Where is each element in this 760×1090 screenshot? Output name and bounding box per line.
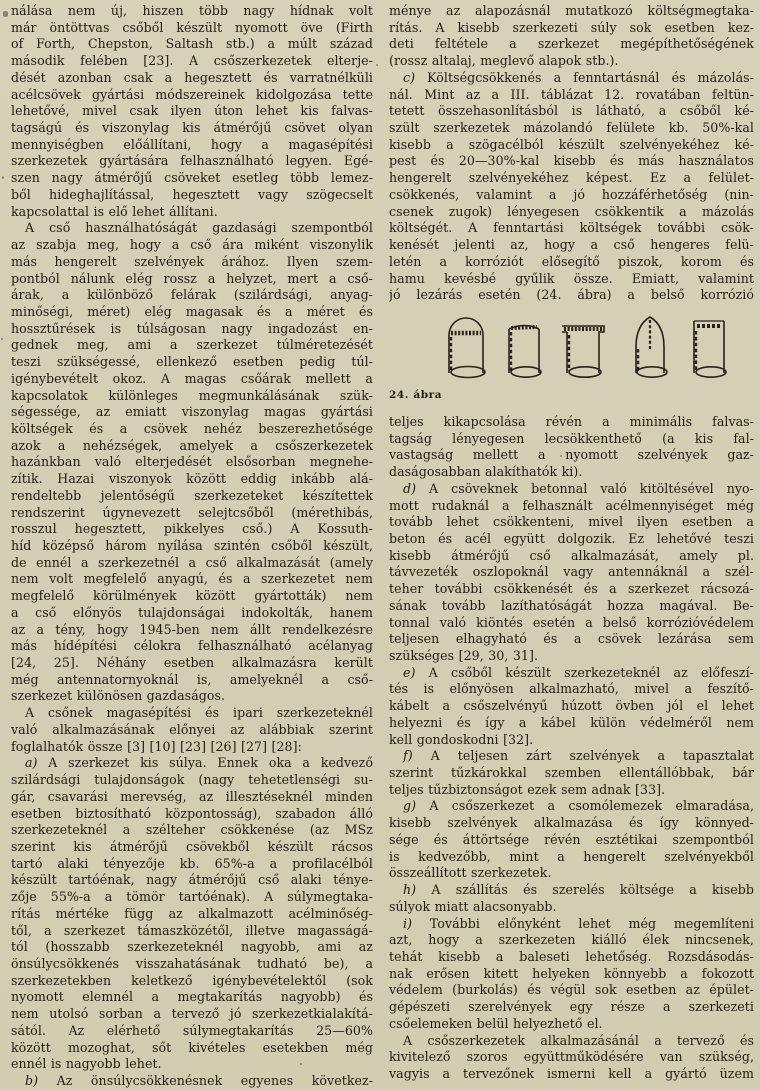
text-line: nem utolsó sorban a tervező jó szerkezetkialakítá- xyxy=(11,1006,373,1022)
text-line: tovább lehet csökkenteni, mivel ilyen esetben a xyxy=(389,514,754,530)
text-line: is kedvezőbb, mint a hengerelt szelvényekből xyxy=(389,848,754,864)
text-line: szen nagy átmérőjű csöveket esetleg több lemez- xyxy=(11,170,373,186)
text-line: más hídépítési célokra felhasználható acélanyag xyxy=(11,638,373,654)
text-line: of Forth, Chepston, Saltash stb.) a múlt század xyxy=(11,36,373,52)
text-line: tehát kisebb a baleseti lehetőség. Rozsdásodás- xyxy=(389,948,754,964)
tube-end-closures-figure xyxy=(402,313,742,387)
text-line: teszi szükségessé, ellenkező esetben pedig túl- xyxy=(11,354,373,370)
text-line: tól (hosszabb szerkezeteknél nagyobb, ami az xyxy=(11,939,373,955)
tube-flange-plate-cap-icon xyxy=(562,326,604,377)
text-line: c) Költségcsökkenés a fenntartásnál és mázolás- xyxy=(403,69,754,85)
text-line: vastagság mellett a nyomott szelvények gaz- xyxy=(389,447,754,463)
text-line: ből hideghajlítással, hegesztett vagy szögecselt xyxy=(11,186,373,202)
text-line: kapcsolattal is elő lehet állítani. xyxy=(11,203,218,219)
text-line: készült tartóénak, nagy átmérőjű cső alaki ténye- xyxy=(11,872,373,888)
scan-speck xyxy=(3,11,8,17)
text-line: nak erősen kitett helyeken könnyebb a fokozott xyxy=(389,965,754,981)
text-line: rosszul hegesztett, pikkelyes cső.) A Kossuth- xyxy=(11,521,373,537)
text-line: A csőnek magasépítési és ipari szerkezeteknél xyxy=(25,705,373,721)
text-line: esetben biztosítható központosság), szabadon álló xyxy=(11,805,373,821)
text-line: a cső előnyös tulajdonságai indokolták, hanem xyxy=(11,604,373,620)
text-line: kell gondoskodni [32]. xyxy=(389,731,534,747)
text-line: szükséges [29, 30, 31]. xyxy=(389,648,539,663)
text-line: letén a korróziót elősegítő piszok, korom és xyxy=(389,253,754,269)
text-line: szerkezetekben keletkező igénybevételektől (sok xyxy=(11,972,373,988)
figure-caption: 24. ábra xyxy=(389,388,443,401)
text-line: teljes kikapcsolása révén a minimális falvas- xyxy=(389,413,754,429)
scan-speck xyxy=(376,64,378,66)
text-line: súlyok miatt alacsonyabb. xyxy=(389,898,557,914)
text-line: daságosabban alakíthatók ki). xyxy=(389,464,583,480)
text-line: a) A szerkezet kis súlya. Ennek oka a kedvező xyxy=(25,755,373,771)
text-line: rendszerint úgynevezett selejtcsőből (mérethibás, xyxy=(11,504,373,520)
text-line: tés is előnyösen alkalmazható, mivel a feszítő- xyxy=(389,681,754,697)
text-line: az szabja meg, hogy a cső ára miként viszonylik xyxy=(11,237,373,253)
text-line: (rossz altalaj, meglevő alapok stb.). xyxy=(389,53,619,69)
text-line: gépészeti szerelvények egy része a szerkezeti xyxy=(389,999,754,1015)
text-line: e) A csőből készült szerkezeteknél az előfeszí- xyxy=(403,664,754,680)
text-line: f) A teljesen zárt szelvények a tapasztalat xyxy=(403,748,754,764)
text-line: sége és áttörtsége révén esztétikai szempontból xyxy=(389,831,754,847)
text-line: kisebb átmérőjű cső alkalmazását, amely pl. xyxy=(389,547,754,563)
text-line: nálása nem új, hiszen több nagy hídnak volt xyxy=(11,3,373,18)
text-line: jó lezárás esetén (24. ábra) a belső korrózió xyxy=(389,287,754,303)
text-line: kisebb szelvények alkalmazása és így könnyed- xyxy=(389,815,754,831)
tube-dome-cap-icon xyxy=(449,318,485,378)
text-line: nem volt megfelelő anyagú, és a szerkezetet nem xyxy=(11,571,373,587)
text-line: foglalhatók össze [3] [10] [23] [26] [27] [28]: xyxy=(11,738,302,754)
text-line: tonnal való kiöntés esetén a belső korrózióvédelem xyxy=(389,614,754,630)
text-line: az a tény, hogy 1945-ben nem állt rendelkezésre xyxy=(11,621,373,637)
text-line: g) A csőszerkezet a csomólemezek elmaradása, xyxy=(403,798,754,814)
left-column xyxy=(11,3,373,1086)
text-line: való alkalmazásának előnyei az alábbiak szerint xyxy=(11,721,373,737)
text-line: sának tovább lazíthatóságát hozza magával. Be- xyxy=(389,597,754,613)
text-line: híd középső három nyílása szintén csőből készült, xyxy=(11,538,373,553)
text-line: deti feltétele a szerkezet megépíthetőségének xyxy=(389,36,754,52)
text-line: teljesen elhagyható és a csövek lezárása sem xyxy=(389,631,754,647)
tube-shallow-cap-icon xyxy=(509,325,541,377)
text-line: gednek meg, ami a szerkezet túlméretezését xyxy=(11,337,373,353)
text-line: szerkezeteknél a szélteher csökkenése (az MSz xyxy=(11,822,373,838)
text-line: pontból nálunk elég rossz a helyzet, mert a cső- xyxy=(11,270,373,286)
text-line: nál. Mint az a III. táblázat 12. rovatában feltün- xyxy=(389,86,754,102)
text-line: költségek és a csövek nehéz beszerezhetősége xyxy=(11,420,373,436)
text-line: h) A szállítás és szerelés költsége a kisebb xyxy=(403,882,754,898)
text-line: kisebb a szögacélból készült szelvényekéhez ké- xyxy=(389,136,754,152)
text-line: szült szerkezetek mázolandó felülete kb. 50%-kal xyxy=(389,120,754,136)
text-line: azok a nehézségek, amelyek a csőszerkezetek xyxy=(11,437,373,453)
text-line: szerint kis átmérőjű csövekből készült rácsos xyxy=(11,838,373,854)
text-line: mott rudaknál a felhasznált acélmennyiséget még xyxy=(389,497,754,513)
text-line: szerkezetek gyártására felhasználható legyen. Egé- xyxy=(11,153,373,169)
scan-speck xyxy=(2,176,4,179)
text-line: tagságú és viszonylag kis átmérőjű csövet olyan xyxy=(11,120,373,136)
text-line: gár, csavarási merevség, az illesztéseknél minden xyxy=(11,788,373,804)
text-line: b) Az önsúlycsökkenésnek egyenes következ- xyxy=(25,1073,373,1088)
text-line: kapcsolatok különleges megmunkálásának szük- xyxy=(11,387,373,403)
text-line: kenését jelenti az, hogy a cső hengeres felü- xyxy=(389,237,754,253)
text-line: acélcsövek gyártási módszereinek kidolgozása tette xyxy=(11,86,373,102)
text-line: ennél is nagyobb lehet. xyxy=(11,1056,162,1072)
text-line: tartó alaki tényezője kb. 65%-a a profilacélból xyxy=(11,855,373,871)
text-line: vagyis a tervezőnek ismerni kell a gyártó üzem xyxy=(389,1065,754,1081)
text-line: dését azonban csak a hegesztett és varratnélküli xyxy=(11,69,373,85)
text-line: teher további csökkenését és a szerkezet rácsozá- xyxy=(389,581,754,597)
text-line: kábelt a csőszelvényű húzott övben jól el lehet xyxy=(389,698,754,714)
text-line: minőségi, méret) elég magasak és a méret és xyxy=(11,303,373,319)
text-line: i) További előnyként lehet még megemlíteni xyxy=(403,915,754,931)
text-line: tetett összehasonlításból is látható, a csőből ké- xyxy=(389,103,754,119)
text-line: tagság lényegesen lecsökkenthető (a kis fal- xyxy=(389,430,754,446)
text-line: zítik. Hazai viszonyok között eddig inkább alá- xyxy=(11,471,373,487)
text-line: csőelemeken belül helyezhető el. xyxy=(389,1015,603,1031)
text-line: hengerelt szelvényekéhez képest. Ez a felület- xyxy=(389,170,754,186)
text-line: mennyiségben előállítani, hogy a magasépítési xyxy=(11,136,373,152)
text-line: pest és 20—30%-kal kisebb és más használatos xyxy=(389,153,754,169)
tube-inset-plate-cap-icon xyxy=(694,321,726,377)
text-line: lehetővé, mivel csak ilyen úton lehet kis falvas- xyxy=(11,103,373,119)
tube-pointed-cap-icon xyxy=(636,317,667,377)
right-column-text-upper xyxy=(389,3,754,304)
text-line: távvezeték oszlopoknál vagy antennáknál a szél- xyxy=(389,564,754,580)
text-line: hossztűrések is túlságosan nagy ingadozást en- xyxy=(11,320,373,336)
text-line: rítás. A kisebb szerkezeti súly sok esetben kez- xyxy=(389,19,754,35)
text-line: szerkezet különösen gazdaságos. xyxy=(11,688,226,704)
text-line: rendeltebb jelentőségű szerkezeteket készítettek xyxy=(11,487,373,503)
text-line: d) A csöveknek betonnal való kitöltésével nyo- xyxy=(403,480,754,496)
text-line: kivitelező szoros együttműködésére van szükség, xyxy=(389,1049,754,1065)
text-line: között mozoghat, sőt kivételes esetekben még xyxy=(11,1039,373,1055)
text-line: nyomott elemnél a megtakarítás nagyobb) és xyxy=(11,989,373,1005)
text-line: már öntöttvas csőből készült nyomott öve (Firth xyxy=(11,19,373,35)
text-line: zője 55%-a a tömör tartóénak). A súlymegtaka- xyxy=(11,889,373,905)
text-line: ménye az alapozásnál mutatkozó költségmegtaka- xyxy=(389,3,754,18)
text-line: A cső használhatóságát gazdasági szempontból xyxy=(25,220,373,236)
figure-24 xyxy=(389,313,754,414)
text-line: hazánkban való elterjedését elsősorban megnehe- xyxy=(11,454,373,470)
text-line: szilárdsági tulajdonságok (nagy tehetetlenségi su- xyxy=(11,772,373,788)
text-line: től, a szerkezet támaszközétől, illetve magasságá- xyxy=(11,922,373,938)
text-line: szerint tűzkárokkal szemben ellentállóbbak, bár xyxy=(389,765,754,781)
text-line: megfelelő körülmények között gyártották) nem xyxy=(11,588,373,604)
text-line: sától. Az elérhető súlymegtakarítás 25—60% xyxy=(11,1022,373,1038)
text-line: helyezni és így a kábel külön védelméről nem xyxy=(389,714,754,730)
text-line: más hengerelt szelvények árához. Ilyen szem- xyxy=(11,253,373,269)
text-line: önsúlycsökkenés visszahatásának tudható be), a xyxy=(11,955,373,971)
text-line: csenek zugok) lényegesen csökkentik a mázolás xyxy=(389,203,754,219)
scan-speck xyxy=(1,338,3,340)
text-line: még antennatornyoknál is, amelyeknél a cső- xyxy=(11,671,373,687)
text-line: igénybevételt okoz. A magas csőárak mellett a xyxy=(11,370,373,386)
right-column xyxy=(389,3,754,1086)
text-line: védelem (burkolás) és végül sok esetben az épület- xyxy=(389,982,754,998)
text-line: [24, 25]. Néhány esetben alkalmazásra került xyxy=(11,655,373,671)
text-line: árak, a különböző felárak (szilárdsági, anyag- xyxy=(11,287,373,303)
text-line: költségét. A fenntartási költségek további csök- xyxy=(389,220,754,236)
text-line: teljes tűzbiztonságot ezek sem adnak [33]. xyxy=(389,781,666,797)
text-line: A csőszerkezetek alkalmazásánál a tervező és xyxy=(403,1032,754,1048)
text-line: rítás mértéke függ az alkalmazott acélminőség- xyxy=(11,905,373,921)
text-line: azt, hogy a szerkezeten kiálló élek nincsenek, xyxy=(389,932,754,948)
text-line: második felében [23]. A csőszerkezetek elterje- xyxy=(11,53,373,69)
right-column-text-lower xyxy=(389,414,754,1083)
text-line: beton és acél együtt dolgozik. Ez lehetővé teszi xyxy=(389,530,754,546)
text-line: ségessége, az emiatt viszonylag magas gyártási xyxy=(11,404,373,420)
text-line: de ennél a szerkezetnél a cső alkalmazását (amely xyxy=(11,554,373,570)
text-line: csökkenés, valamint a jó hozzáférhetőség (nin- xyxy=(389,186,754,202)
text-line: összeállított szerkezetek. xyxy=(389,865,552,881)
text-line: hamu kevésbé gyűlik össze. Emiatt, valamint xyxy=(389,270,754,286)
